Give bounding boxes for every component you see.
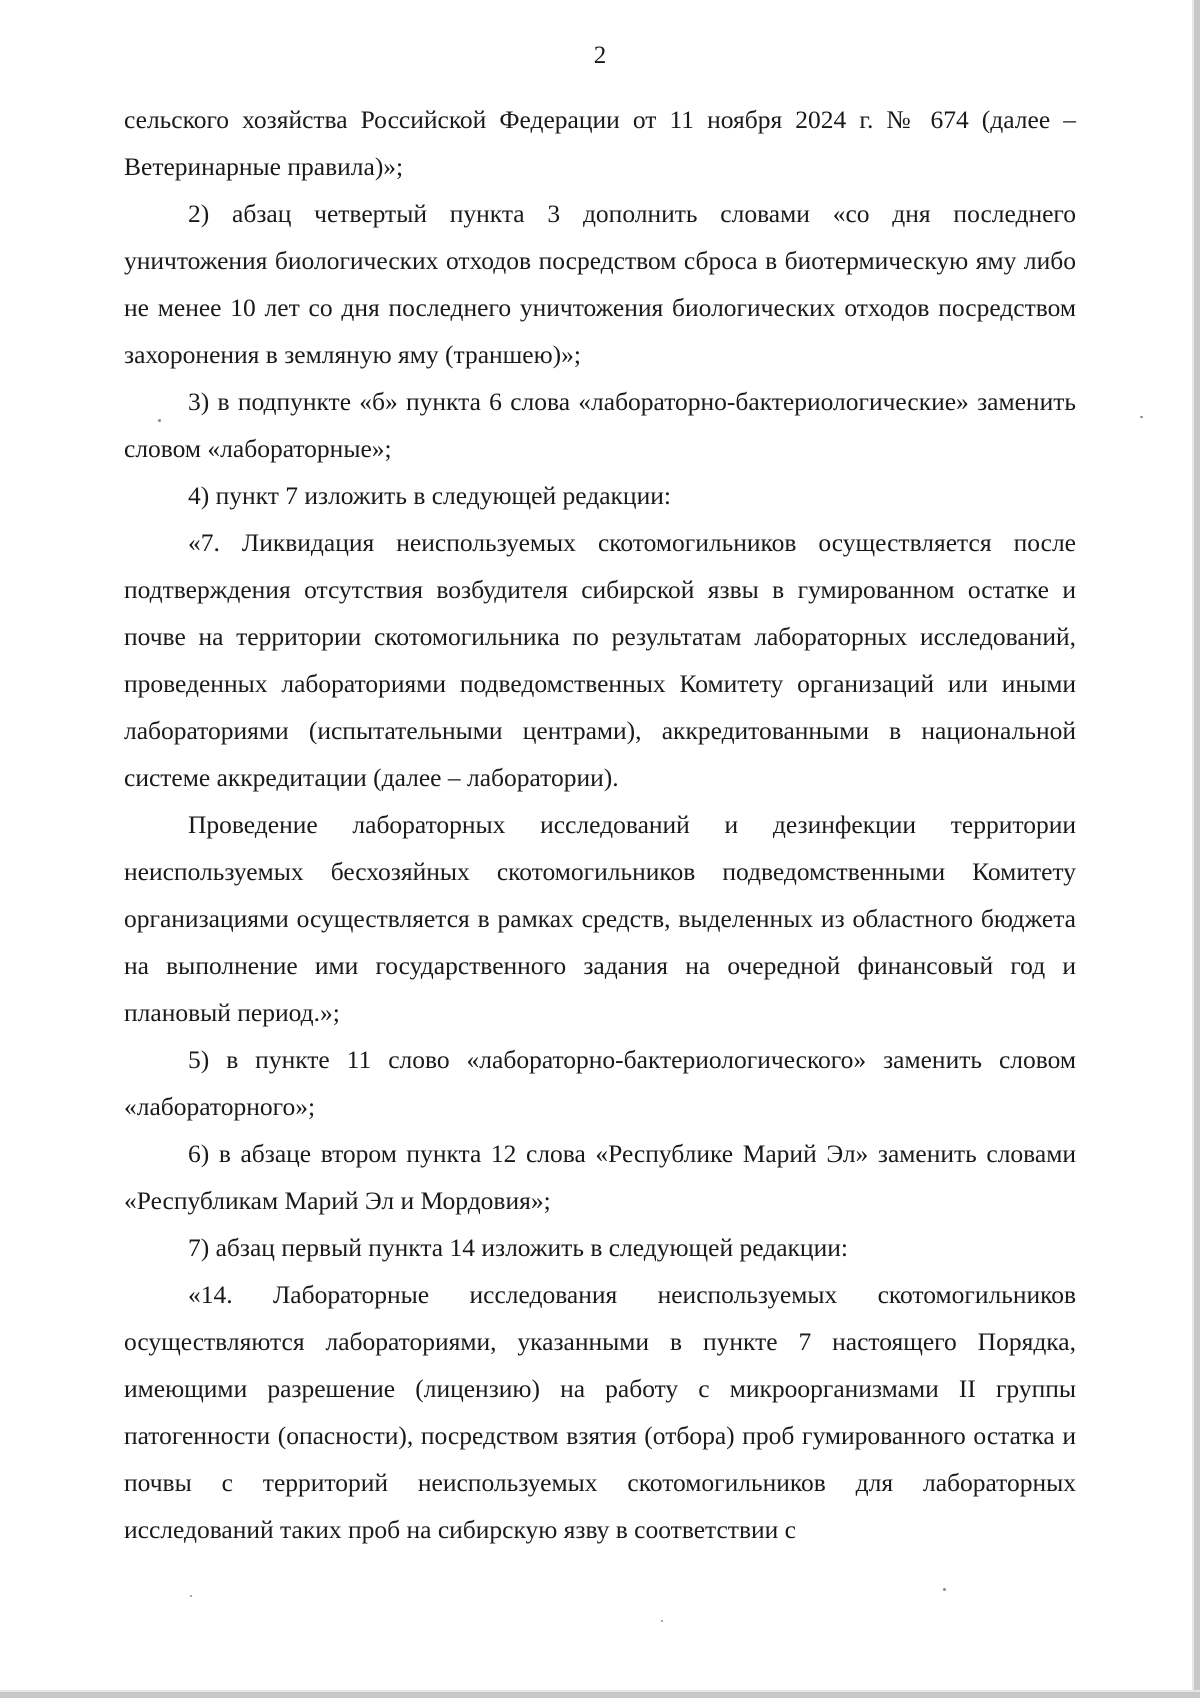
page-number: 2 bbox=[593, 42, 607, 69]
paragraph-point-14: «14. Лабораторные исследования неиспользуемых скотомогильников осуществляются лабораториями, указанными в пункте 7 настоящего Порядка, имеющими разрешение (лицензию) на работу с микроорганизмами II группы патогенности (опасности), посредством взятия (отбора) проб гумированного остатка и почвы с территорий неиспользуемых скотомогильников для лабораторных исследований таких проб на сибирскую язву в соответствии с bbox=[124, 1280, 1076, 1544]
scan-edge-right bbox=[1194, 0, 1200, 1698]
paragraph-item-3: 3) в подпункте «б» пункта 6 слова «лабораторно-бактериологические» заменить словом «лабораторные»; bbox=[124, 387, 1076, 463]
paragraph-point-7-continued: Проведение лабораторных исследований и дезинфекции территории неиспользуемых бесхозяйных скотомогильников подведомственными Комитету организациями осуществляется в рамках средств, выделенных из областного бюджета на выполнение ими государственного задания на очередной финансовый год и плановый период.»; bbox=[124, 810, 1076, 1027]
scan-edge-bottom bbox=[0, 1692, 1200, 1698]
scan-speck bbox=[190, 1595, 192, 1597]
paragraph-continuation: сельского хозяйства Российской Федерации от 11 ноября 2024 г. № 674 (далее – Ветеринарные правила)»; bbox=[124, 105, 1076, 181]
scan-speck bbox=[943, 1588, 946, 1591]
scan-speck bbox=[661, 1620, 663, 1622]
paragraph-item-5: 5) в пункте 11 слово «лабораторно-бактериологического» заменить словом «лабораторного»; bbox=[124, 1045, 1076, 1121]
paragraph-item-7: 7) абзац первый пункта 14 изложить в следующей редакции: bbox=[188, 1233, 848, 1262]
scan-speck bbox=[158, 419, 161, 422]
paragraph-item-4: 4) пункт 7 изложить в следующей редакции: bbox=[188, 481, 671, 510]
paragraph-item-6: 6) в абзаце втором пункта 12 слова «Республике Марий Эл» заменить словами «Республикам Марий Эл и Мордовия»; bbox=[124, 1139, 1076, 1215]
paragraph-point-7: «7. Ликвидация неиспользуемых скотомогильников осуществляется после подтверждения отсутствия возбудителя сибирской язвы в гумированном остатке и почве на территории скотомогильника по результатам лабораторных исследований, проведенных лабораториями подведомственных Комитету организаций или иными лабораториями (испытательными центрами), аккредитованными в национальной системе аккредитации (далее – лаборатории). bbox=[124, 528, 1076, 792]
paragraph-item-2: 2) абзац четвертый пункта 3 дополнить словами «со дня последнего уничтожения биологических отходов посредством сброса в биотермическую яму либо не менее 10 лет со дня последнего уничтожения биологических отходов посредством захоронения в земляную яму (траншею)»; bbox=[124, 199, 1076, 369]
scan-speck bbox=[1140, 416, 1143, 418]
